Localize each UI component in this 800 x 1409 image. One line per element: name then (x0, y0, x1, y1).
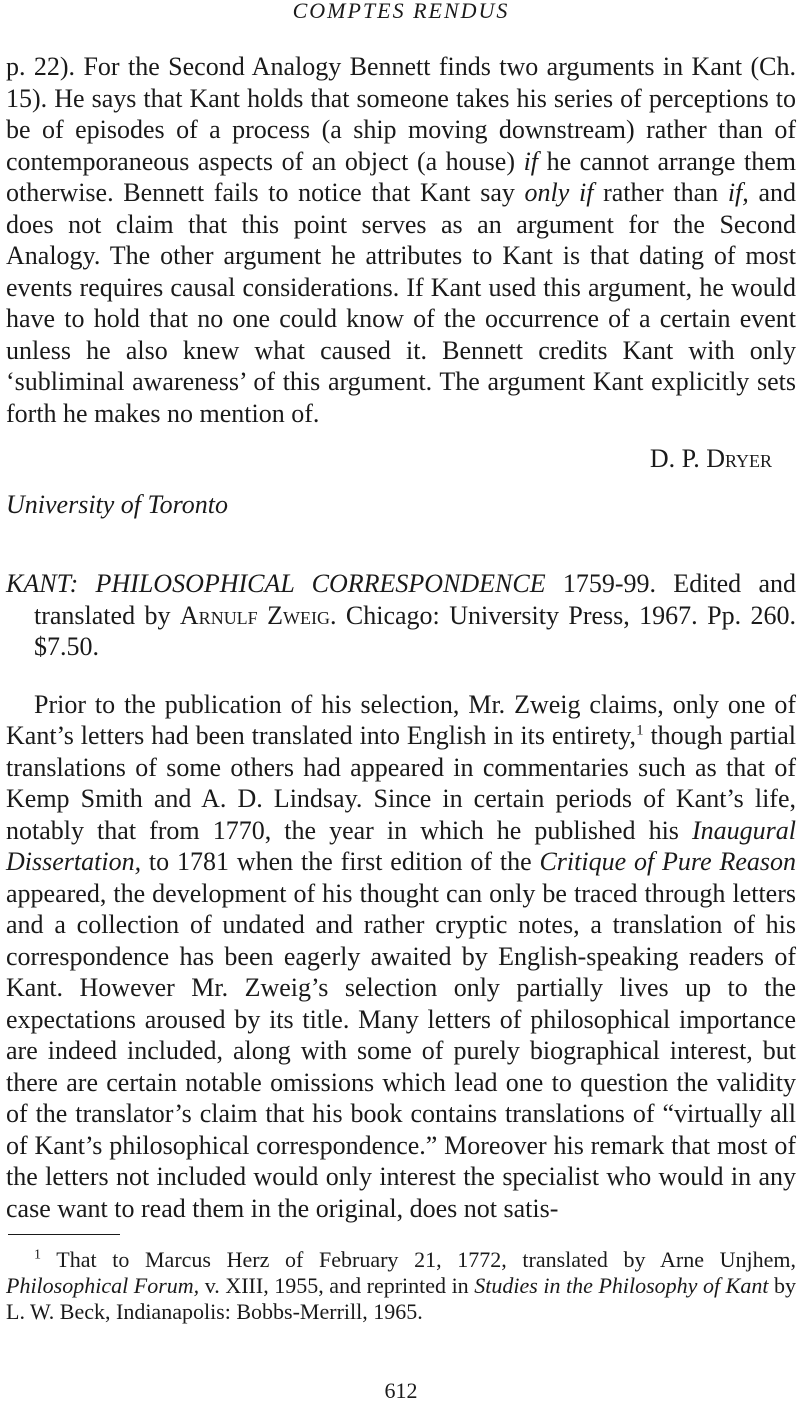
reviewer-surname: Dryer (706, 444, 772, 473)
footnote-divider (8, 1234, 120, 1235)
text-segment: and does not claim that this point serves as an argument for the Second Analogy. The other argument he attributes to Kant is that dating of most events requires causal considerations. If Kant used this argument, he would have to hold that no one could know of the occurrence of a certain event unless he also knew what caused it. Bennett credits Kant with only ‘subliminal awareness’ of this argument. The argument Kant explicitly sets forth he makes no mention of. (6, 178, 796, 428)
bib-text: 1759-99. Edited and translated by (34, 569, 796, 630)
review-bibliographic-heading (6, 568, 796, 663)
emphasis-text: only if (524, 178, 594, 207)
book-editor: Arnulf Zweig (179, 600, 330, 630)
bib-text: . Chicago: University Press, 1967. Pp. 260. $7.50. (34, 600, 796, 661)
text-segment: appeared, the development of his thought can only be traced through letters and a collection of undated and rather cryptic notes, a translation of his correspondence has been eagerly awaited by English-speaking readers of Kant. However Mr. Zweig’s selection only partially lives up to the expectations aroused by its title. Many letters of philosophical importance are indeed included, along with some of purely biographical interest, but there are certain notable omissions which lead one to question the validity of the translator’s claim that his book contains translations of “virtually all of Kant’s philosophical correspondence.” Moreover his remark that most of the letters not included would only interest the specialist who would in any case want to read them in the original, does not satis- (6, 878, 796, 1223)
book-title: KANT: PHILOSOPHICAL CORRESPONDENCE (6, 569, 546, 598)
emphasis-text: Studies in the Philosophy of Kant (474, 1273, 769, 1298)
running-head: COMPTES RENDUS (292, 0, 510, 23)
text-segment: though partial translations of some others had appeared in commentaries such as that of Kemp Smith and A. D. Lindsay. Since in certain periods of Kant’s life, notably that from 1770, the year in which he published his (6, 721, 796, 845)
text-segment: to 1781 when the first edition of the (141, 847, 540, 876)
first-review-conclusion-paragraph (6, 51, 796, 429)
text-segment: Prior to the publication of his selection, Mr. Zweig claims, only one of Kant’s letters had been translated into English in its entirety, (6, 689, 796, 750)
footnote (6, 1247, 796, 1325)
journal-page (6, 0, 796, 1409)
reviewer-signature (6, 443, 796, 475)
second-review-paragraph (6, 689, 796, 1225)
text-segment: v. XIII, 1955, and reprinted in (199, 1273, 475, 1298)
footnote-mark: 1 (34, 1247, 41, 1263)
text-segment: he cannot arrange them otherwise. Bennett fails to notice that Kant say (6, 146, 796, 207)
reviewer-affiliation: University of Toronto (6, 489, 228, 519)
footnote-reference: 1 (636, 722, 644, 739)
emphasis-text: if, (727, 178, 749, 207)
emphasis-text: if (523, 146, 539, 176)
emphasis-text: Critique of Pure Reason (539, 847, 796, 876)
emphasis-text: Inaugural Dissertation, (6, 815, 796, 876)
text-segment: p. 22). For the Second Analogy Bennett finds two arguments in Kant (Ch. 15). He says that Kant holds that someone takes his series of perceptions to be of episodes of a process (a ship moving downstream) rather than of contemporaneous aspects of an object (a house) (6, 52, 796, 176)
reviewer-initials: D. P. (649, 444, 700, 473)
text-segment: rather than (593, 178, 728, 207)
emphasis-text: Philosophical Forum, (6, 1273, 200, 1298)
text-segment: by L. W. Beck, Indianapolis: Bobbs-Merrill, 1965. (6, 1273, 796, 1324)
page-number: 612 (384, 1378, 418, 1403)
text-segment: That to Marcus Herz of February 21, 1772, translated by Arne Unjhem, (41, 1247, 796, 1272)
